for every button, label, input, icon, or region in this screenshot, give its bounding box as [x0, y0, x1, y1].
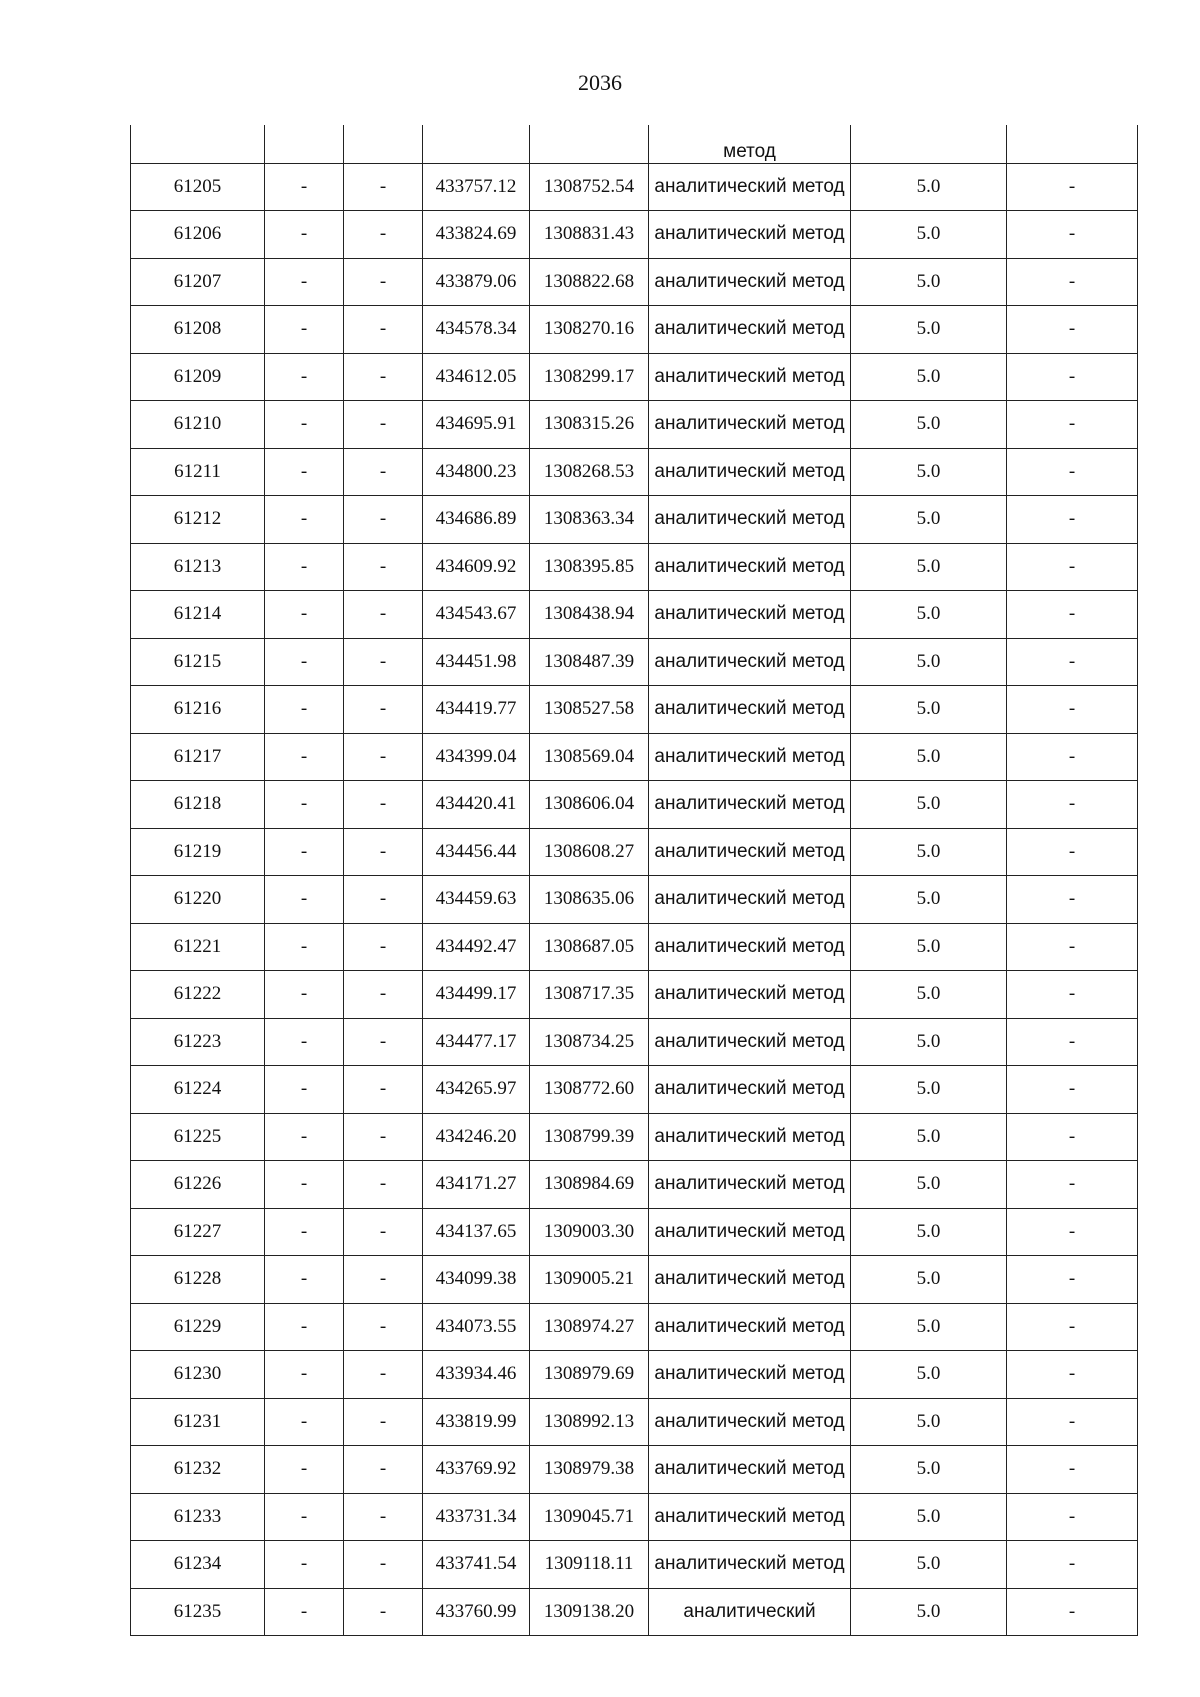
cell-method: аналитический метод: [649, 401, 851, 449]
cell-x-coordinate: 434451.98: [423, 638, 530, 686]
cell-dash: -: [344, 638, 423, 686]
cell-dash: -: [1007, 1161, 1138, 1209]
cell-y-coordinate: 1308772.60: [530, 1066, 649, 1114]
cell-dash: -: [1007, 923, 1138, 971]
cell-dash: -: [1007, 1256, 1138, 1304]
cell-x-coordinate: 433760.99: [423, 1588, 530, 1636]
cell-dash: -: [344, 686, 423, 734]
cell-method: аналитический метод: [649, 1446, 851, 1494]
cell-x-coordinate: 434137.65: [423, 1208, 530, 1256]
cell-dash: -: [265, 1256, 344, 1304]
cell-y-coordinate: 1308984.69: [530, 1161, 649, 1209]
cell-accuracy: 5.0: [851, 923, 1007, 971]
cell-y-coordinate: 1308363.34: [530, 496, 649, 544]
table-row: [131, 543, 1138, 591]
cell-point-id: 61235: [131, 1588, 265, 1636]
cell-x-coordinate: 434171.27: [423, 1161, 530, 1209]
cell-dash: -: [265, 1588, 344, 1636]
cell-point-id: 61214: [131, 591, 265, 639]
cell-empty: [423, 125, 530, 163]
cell-accuracy: 5.0: [851, 1018, 1007, 1066]
cell-accuracy: 5.0: [851, 163, 1007, 211]
table-row: [131, 1446, 1138, 1494]
cell-x-coordinate: 434265.97: [423, 1066, 530, 1114]
cell-dash: -: [1007, 1588, 1138, 1636]
table-row: [131, 353, 1138, 401]
cell-accuracy: 5.0: [851, 1066, 1007, 1114]
cell-method: аналитический метод: [649, 1541, 851, 1589]
cell-point-id: 61213: [131, 543, 265, 591]
cell-y-coordinate: 1308268.53: [530, 448, 649, 496]
table-row: [131, 163, 1138, 211]
cell-dash: -: [1007, 1066, 1138, 1114]
cell-dash: -: [1007, 1351, 1138, 1399]
cell-y-coordinate: 1308822.68: [530, 258, 649, 306]
cell-dash: -: [265, 1208, 344, 1256]
cell-method: аналитический метод: [649, 1256, 851, 1304]
cell-dash: -: [265, 496, 344, 544]
cell-method: аналитический метод: [649, 1351, 851, 1399]
cell-x-coordinate: 434419.77: [423, 686, 530, 734]
cell-method: аналитический метод: [649, 353, 851, 401]
table-row: [131, 1588, 1138, 1636]
cell-method: аналитический метод: [649, 638, 851, 686]
cell-y-coordinate: 1308299.17: [530, 353, 649, 401]
cell-accuracy: 5.0: [851, 1541, 1007, 1589]
cell-point-id: 61212: [131, 496, 265, 544]
cell-dash: -: [344, 971, 423, 1019]
cell-dash: -: [344, 1018, 423, 1066]
cell-dash: -: [265, 1018, 344, 1066]
cell-point-id: 61226: [131, 1161, 265, 1209]
cell-dash: -: [265, 1446, 344, 1494]
cell-dash: -: [344, 1161, 423, 1209]
cell-y-coordinate: 1308487.39: [530, 638, 649, 686]
cell-x-coordinate: 434695.91: [423, 401, 530, 449]
table-row: [131, 971, 1138, 1019]
cell-method: аналитический метод: [649, 733, 851, 781]
cell-empty: [530, 125, 649, 163]
cell-x-coordinate: 434420.41: [423, 781, 530, 829]
cell-x-coordinate: 433879.06: [423, 258, 530, 306]
table-row: [131, 1256, 1138, 1304]
cell-dash: -: [344, 448, 423, 496]
cell-method: аналитический метод: [649, 306, 851, 354]
cell-dash: -: [265, 591, 344, 639]
cell-x-coordinate: 434459.63: [423, 876, 530, 924]
cell-accuracy: 5.0: [851, 543, 1007, 591]
cell-dash: -: [265, 1351, 344, 1399]
cell-point-id: 61211: [131, 448, 265, 496]
table-row: [131, 1493, 1138, 1541]
cell-accuracy: 5.0: [851, 971, 1007, 1019]
cell-x-coordinate: 434543.67: [423, 591, 530, 639]
cell-point-id: 61221: [131, 923, 265, 971]
cell-accuracy: 5.0: [851, 496, 1007, 544]
table-row: [131, 1066, 1138, 1114]
cell-y-coordinate: 1308734.25: [530, 1018, 649, 1066]
cell-dash: -: [265, 448, 344, 496]
table-row: [131, 781, 1138, 829]
cell-dash: -: [1007, 1208, 1138, 1256]
cell-point-id: 61217: [131, 733, 265, 781]
table-row: [131, 1113, 1138, 1161]
table-row: [131, 496, 1138, 544]
cell-point-id: 61220: [131, 876, 265, 924]
cell-accuracy: 5.0: [851, 448, 1007, 496]
cell-method: аналитический метод: [649, 971, 851, 1019]
table-row: [131, 1541, 1138, 1589]
cell-point-id: 61229: [131, 1303, 265, 1351]
cell-dash: -: [344, 543, 423, 591]
table-row: [131, 923, 1138, 971]
table-row: [131, 1018, 1138, 1066]
cell-accuracy: 5.0: [851, 1493, 1007, 1541]
table-row: [131, 1303, 1138, 1351]
cell-point-id: 61223: [131, 1018, 265, 1066]
cell-dash: -: [265, 781, 344, 829]
cell-dash: -: [344, 1113, 423, 1161]
cell-point-id: 61225: [131, 1113, 265, 1161]
cell-dash: -: [265, 543, 344, 591]
cell-empty: [265, 125, 344, 163]
cell-dash: -: [1007, 258, 1138, 306]
cell-dash: -: [265, 1161, 344, 1209]
table-row: [131, 401, 1138, 449]
cell-dash: -: [1007, 781, 1138, 829]
cell-method: аналитический метод: [649, 1113, 851, 1161]
cell-y-coordinate: 1308315.26: [530, 401, 649, 449]
cell-method: аналитический метод: [649, 1066, 851, 1114]
table-row: [131, 1208, 1138, 1256]
cell-dash: -: [265, 258, 344, 306]
cell-point-id: 61206: [131, 211, 265, 259]
cell-point-id: 61222: [131, 971, 265, 1019]
cell-x-coordinate: 433741.54: [423, 1541, 530, 1589]
cell-y-coordinate: 1308992.13: [530, 1398, 649, 1446]
cell-accuracy: 5.0: [851, 1161, 1007, 1209]
cell-point-id: 61208: [131, 306, 265, 354]
cell-dash: -: [1007, 1398, 1138, 1446]
cell-dash: -: [344, 828, 423, 876]
cell-accuracy: 5.0: [851, 1446, 1007, 1494]
page-number: 2036: [578, 70, 622, 95]
cell-point-id: 61216: [131, 686, 265, 734]
cell-x-coordinate: 433769.92: [423, 1446, 530, 1494]
cell-y-coordinate: 1308395.85: [530, 543, 649, 591]
cell-method: аналитический: [649, 1588, 851, 1636]
cell-method: аналитический метод: [649, 686, 851, 734]
cell-dash: -: [344, 353, 423, 401]
cell-dash: -: [1007, 1446, 1138, 1494]
cell-method: аналитический метод: [649, 1303, 851, 1351]
cell-dash: -: [1007, 971, 1138, 1019]
cell-method: аналитический метод: [649, 591, 851, 639]
cell-point-id: 61209: [131, 353, 265, 401]
cell-point-id: 61227: [131, 1208, 265, 1256]
cell-point-id: 61234: [131, 1541, 265, 1589]
cell-point-id: 61231: [131, 1398, 265, 1446]
cell-method: аналитический метод: [649, 496, 851, 544]
cell-y-coordinate: 1308687.05: [530, 923, 649, 971]
cell-dash: -: [1007, 638, 1138, 686]
cell-dash: -: [265, 828, 344, 876]
cell-dash: -: [1007, 686, 1138, 734]
cell-accuracy: 5.0: [851, 1351, 1007, 1399]
cell-y-coordinate: 1308608.27: [530, 828, 649, 876]
cell-accuracy: 5.0: [851, 1303, 1007, 1351]
cell-dash: -: [1007, 1303, 1138, 1351]
cell-x-coordinate: 433757.12: [423, 163, 530, 211]
cell-accuracy: 5.0: [851, 638, 1007, 686]
table-row: [131, 876, 1138, 924]
cell-dash: -: [344, 1398, 423, 1446]
cell-accuracy: 5.0: [851, 353, 1007, 401]
cell-y-coordinate: 1308438.94: [530, 591, 649, 639]
cell-x-coordinate: 433934.46: [423, 1351, 530, 1399]
cell-accuracy: 5.0: [851, 306, 1007, 354]
cell-dash: -: [265, 306, 344, 354]
cell-dash: -: [344, 163, 423, 211]
cell-dash: -: [344, 1303, 423, 1351]
cell-point-id: 61218: [131, 781, 265, 829]
cell-dash: -: [265, 353, 344, 401]
cell-x-coordinate: 434492.47: [423, 923, 530, 971]
cell-dash: -: [265, 971, 344, 1019]
cell-dash: -: [265, 401, 344, 449]
cell-x-coordinate: 434073.55: [423, 1303, 530, 1351]
cell-empty: [1007, 125, 1138, 163]
table-row: [131, 686, 1138, 734]
cell-dash: -: [344, 1588, 423, 1636]
cell-y-coordinate: 1309138.20: [530, 1588, 649, 1636]
cell-dash: -: [344, 496, 423, 544]
cell-accuracy: 5.0: [851, 1588, 1007, 1636]
cell-x-coordinate: 434099.38: [423, 1256, 530, 1304]
cell-dash: -: [344, 211, 423, 259]
cell-dash: -: [1007, 163, 1138, 211]
table-row: [131, 1351, 1138, 1399]
cell-empty: [851, 125, 1007, 163]
cell-x-coordinate: 434609.92: [423, 543, 530, 591]
cell-y-coordinate: 1308974.27: [530, 1303, 649, 1351]
cell-dash: -: [1007, 828, 1138, 876]
cell-accuracy: 5.0: [851, 258, 1007, 306]
cell-point-id: 61210: [131, 401, 265, 449]
table-row: [131, 733, 1138, 781]
cell-dash: -: [344, 1256, 423, 1304]
cell-point-id: 61230: [131, 1351, 265, 1399]
cell-dash: -: [265, 1303, 344, 1351]
cell-empty: [344, 125, 423, 163]
cell-dash: -: [265, 638, 344, 686]
cell-dash: -: [1007, 591, 1138, 639]
cell-point-id: 61205: [131, 163, 265, 211]
cell-y-coordinate: 1308606.04: [530, 781, 649, 829]
cell-x-coordinate: 434246.20: [423, 1113, 530, 1161]
cell-dash: -: [1007, 1493, 1138, 1541]
table-row: [131, 591, 1138, 639]
cell-y-coordinate: 1308979.69: [530, 1351, 649, 1399]
cell-x-coordinate: 434686.89: [423, 496, 530, 544]
table-row: [131, 828, 1138, 876]
cell-dash: -: [344, 258, 423, 306]
cell-x-coordinate: 434578.34: [423, 306, 530, 354]
cell-dash: -: [265, 923, 344, 971]
cell-method: аналитический метод: [649, 1208, 851, 1256]
cell-dash: -: [265, 163, 344, 211]
cell-dash: -: [1007, 448, 1138, 496]
cell-x-coordinate: 433731.34: [423, 1493, 530, 1541]
cell-point-id: 61228: [131, 1256, 265, 1304]
cell-method: аналитический метод: [649, 448, 851, 496]
cell-method: аналитический метод: [649, 781, 851, 829]
cell-method: аналитический метод: [649, 1398, 851, 1446]
cell-y-coordinate: 1309118.11: [530, 1541, 649, 1589]
table-row: [131, 448, 1138, 496]
cell-dash: -: [1007, 401, 1138, 449]
cell-point-id: 61215: [131, 638, 265, 686]
table-row: [131, 638, 1138, 686]
continued-row: [131, 125, 1138, 163]
cell-dash: -: [344, 1446, 423, 1494]
cell-dash: -: [1007, 1541, 1138, 1589]
cell-dash: -: [1007, 353, 1138, 401]
cell-y-coordinate: 1308831.43: [530, 211, 649, 259]
cell-point-id: 61233: [131, 1493, 265, 1541]
cell-dash: -: [265, 686, 344, 734]
cell-method: аналитический метод: [649, 211, 851, 259]
cell-y-coordinate: 1309003.30: [530, 1208, 649, 1256]
cell-accuracy: 5.0: [851, 211, 1007, 259]
cell-dash: -: [1007, 1018, 1138, 1066]
cell-dash: -: [344, 781, 423, 829]
cell-y-coordinate: 1308569.04: [530, 733, 649, 781]
cell-y-coordinate: 1308635.06: [530, 876, 649, 924]
cell-dash: -: [1007, 306, 1138, 354]
cell-dash: -: [344, 1493, 423, 1541]
cell-x-coordinate: 434612.05: [423, 353, 530, 401]
cell-accuracy: 5.0: [851, 1208, 1007, 1256]
cell-dash: -: [1007, 211, 1138, 259]
cell-method: аналитический метод: [649, 828, 851, 876]
cell-x-coordinate: 434456.44: [423, 828, 530, 876]
cell-x-coordinate: 433819.99: [423, 1398, 530, 1446]
cell-dash: -: [265, 211, 344, 259]
cell-dash: -: [344, 1208, 423, 1256]
cell-method: аналитический метод: [649, 258, 851, 306]
cell-point-id: 61224: [131, 1066, 265, 1114]
cell-dash: -: [1007, 496, 1138, 544]
cell-method: аналитический метод: [649, 163, 851, 211]
cell-accuracy: 5.0: [851, 686, 1007, 734]
cell-x-coordinate: 434800.23: [423, 448, 530, 496]
cell-method: аналитический метод: [649, 543, 851, 591]
cell-dash: -: [265, 1398, 344, 1446]
cell-dash: -: [344, 733, 423, 781]
cell-y-coordinate: 1308979.38: [530, 1446, 649, 1494]
cell-dash: -: [1007, 543, 1138, 591]
cell-accuracy: 5.0: [851, 876, 1007, 924]
cell-accuracy: 5.0: [851, 828, 1007, 876]
cell-dash: -: [265, 876, 344, 924]
cell-dash: -: [265, 1493, 344, 1541]
cell-dash: -: [1007, 876, 1138, 924]
cell-accuracy: 5.0: [851, 1256, 1007, 1304]
cell-dash: -: [265, 733, 344, 781]
cell-dash: -: [344, 923, 423, 971]
cell-point-id: 61219: [131, 828, 265, 876]
cell-dash: -: [265, 1541, 344, 1589]
cell-y-coordinate: 1308717.35: [530, 971, 649, 1019]
cell-dash: -: [344, 1351, 423, 1399]
cell-x-coordinate: 434399.04: [423, 733, 530, 781]
cell-accuracy: 5.0: [851, 401, 1007, 449]
cell-dash: -: [344, 591, 423, 639]
cell-method: аналитический метод: [649, 923, 851, 971]
cell-dash: -: [344, 401, 423, 449]
cell-x-coordinate: 434499.17: [423, 971, 530, 1019]
table-row: [131, 1161, 1138, 1209]
cell-accuracy: 5.0: [851, 1113, 1007, 1161]
cell-dash: -: [344, 876, 423, 924]
cell-accuracy: 5.0: [851, 733, 1007, 781]
cell-dash: -: [265, 1113, 344, 1161]
cell-method: аналитический метод: [649, 876, 851, 924]
table-row: [131, 211, 1138, 259]
cell-y-coordinate: 1308799.39: [530, 1113, 649, 1161]
coordinates-table: [130, 125, 1138, 1636]
cell-method: метод: [649, 125, 851, 163]
cell-method: аналитический метод: [649, 1493, 851, 1541]
cell-dash: -: [1007, 1113, 1138, 1161]
cell-dash: -: [344, 306, 423, 354]
cell-method: аналитический метод: [649, 1161, 851, 1209]
cell-y-coordinate: 1309005.21: [530, 1256, 649, 1304]
cell-dash: -: [1007, 733, 1138, 781]
cell-empty: [131, 125, 265, 163]
cell-accuracy: 5.0: [851, 591, 1007, 639]
cell-dash: -: [344, 1541, 423, 1589]
cell-point-id: 61207: [131, 258, 265, 306]
table-row: [131, 306, 1138, 354]
cell-y-coordinate: 1309045.71: [530, 1493, 649, 1541]
cell-method: аналитический метод: [649, 1018, 851, 1066]
table-row: [131, 1398, 1138, 1446]
cell-dash: -: [265, 1066, 344, 1114]
cell-x-coordinate: 433824.69: [423, 211, 530, 259]
table-body: [131, 125, 1138, 1636]
cell-accuracy: 5.0: [851, 1398, 1007, 1446]
table-row: [131, 258, 1138, 306]
cell-accuracy: 5.0: [851, 781, 1007, 829]
cell-y-coordinate: 1308752.54: [530, 163, 649, 211]
cell-x-coordinate: 434477.17: [423, 1018, 530, 1066]
cell-point-id: 61232: [131, 1446, 265, 1494]
cell-y-coordinate: 1308270.16: [530, 306, 649, 354]
cell-y-coordinate: 1308527.58: [530, 686, 649, 734]
cell-dash: -: [344, 1066, 423, 1114]
